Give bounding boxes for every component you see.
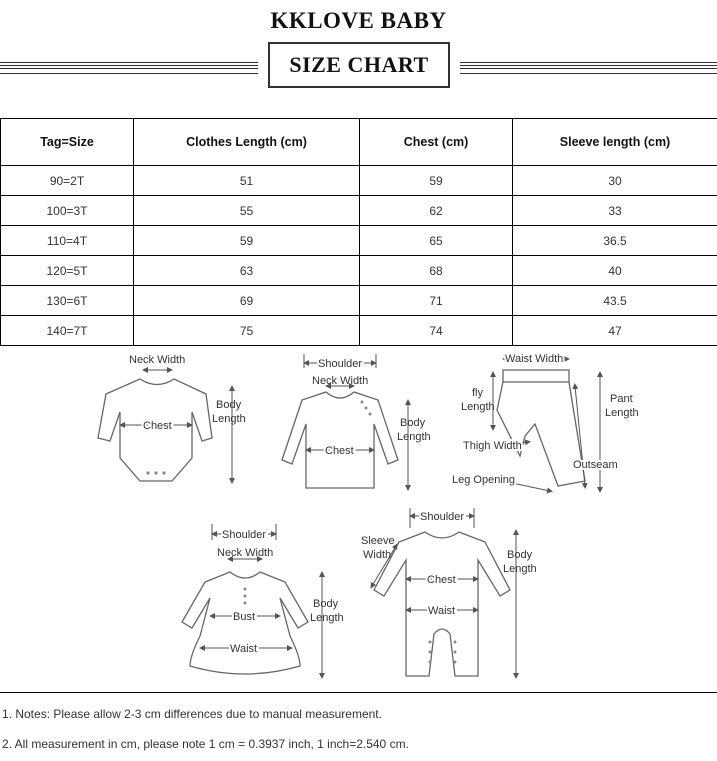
cell-clothes-length: 69	[134, 286, 360, 316]
shirt-outline	[282, 392, 398, 488]
cell-chest: 59	[360, 166, 513, 196]
romper-waist-label: Waist	[428, 605, 456, 617]
brand-title: KKLOVE BABY	[270, 8, 447, 33]
cell-size: 140=7T	[1, 316, 134, 346]
note-2: 2. All measurement in cm, please note 1 cm = 0.3937 inch, 1 inch=2.540 cm.	[2, 737, 409, 751]
shirt-neck-width-label: Neck Width	[312, 375, 369, 387]
dress-outline	[182, 572, 308, 674]
cell-clothes-length: 59	[134, 226, 360, 256]
title-rule-right	[460, 62, 717, 74]
cell-chest: 65	[360, 226, 513, 256]
header-sleeve-length: Sleeve length (cm)	[513, 119, 717, 166]
table-header-row	[1, 119, 717, 166]
measurement-diagrams	[0, 346, 717, 691]
table-row	[1, 286, 717, 316]
cell-sleeve-length: 36.5	[513, 226, 717, 256]
table-row	[1, 316, 717, 346]
cell-clothes-length: 63	[134, 256, 360, 286]
pants-waist-width-label: Waist Width	[505, 353, 564, 365]
table-row	[1, 196, 717, 226]
pants-pant-label: Pant	[610, 393, 633, 405]
dress-body-label: Body	[313, 598, 339, 610]
pants-pant-length-label: Length	[605, 407, 639, 419]
pants-fly-length-label: Length	[461, 401, 495, 413]
cell-clothes-length: 75	[134, 316, 360, 346]
romper-diagram	[361, 508, 537, 676]
dress-waist-label: Waist	[230, 643, 258, 655]
shirt-body-label: Body	[400, 417, 426, 429]
cell-chest: 62	[360, 196, 513, 226]
pants-leg-opening-label: Leg Opening	[452, 474, 515, 486]
note-1: 1. Notes: Please allow 2-3 cm differences due to manual measurement.	[2, 707, 382, 721]
cell-size: 90=2T	[1, 166, 134, 196]
shirt-chest-label: Chest	[325, 445, 354, 457]
cell-clothes-length: 51	[134, 166, 360, 196]
cell-chest: 68	[360, 256, 513, 286]
table-row	[1, 226, 717, 256]
title-rule-left	[0, 62, 258, 74]
size-chart-title: SIZE CHART	[289, 52, 429, 77]
romper-length-label: Length	[503, 563, 537, 575]
romper-shoulder-label: Shoulder	[420, 511, 465, 523]
romper-outline	[374, 532, 510, 676]
notes-divider	[0, 692, 717, 693]
size-table	[0, 118, 717, 346]
table-row	[1, 166, 717, 196]
cell-size: 130=6T	[1, 286, 134, 316]
shirt-diagram	[282, 354, 431, 488]
cell-sleeve-length: 30	[513, 166, 717, 196]
bodysuit-body-label: Body	[216, 399, 242, 411]
cell-sleeve-length: 33	[513, 196, 717, 226]
cell-size: 100=3T	[1, 196, 134, 226]
header-clothes-length: Clothes Length (cm)	[134, 119, 360, 166]
cell-sleeve-length: 40	[513, 256, 717, 286]
romper-sleeve-label: Sleeve	[361, 535, 395, 547]
bodysuit-diagram	[98, 354, 246, 481]
title-box	[268, 42, 450, 88]
pants-outseam-label: Outseam	[573, 459, 618, 471]
shirt-length-label: Length	[397, 431, 431, 443]
header-chest: Chest (cm)	[360, 119, 513, 166]
bodysuit-neck-width-label: Neck Width	[129, 354, 186, 366]
header-tag-size: Tag=Size	[1, 119, 134, 166]
dress-shoulder-label: Shoulder	[222, 529, 267, 541]
romper-width-label: Width	[363, 549, 392, 561]
romper-chest-label: Chest	[427, 574, 456, 586]
cell-chest: 71	[360, 286, 513, 316]
table-row	[1, 256, 717, 286]
shirt-shoulder-label: Shoulder	[318, 358, 363, 370]
dress-length-label: Length	[310, 612, 344, 624]
dress-diagram	[182, 524, 344, 676]
cell-chest: 74	[360, 316, 513, 346]
bodysuit-length-label: Length	[212, 413, 246, 425]
cell-size: 110=4T	[1, 226, 134, 256]
cell-size: 120=5T	[1, 256, 134, 286]
cell-sleeve-length: 43.5	[513, 286, 717, 316]
romper-body-label: Body	[507, 549, 533, 561]
pants-fly-label: fly	[472, 387, 483, 399]
bodysuit-chest-label: Chest	[143, 420, 172, 432]
cell-clothes-length: 55	[134, 196, 360, 226]
pants-thigh-width-label: Thigh Width	[463, 440, 522, 452]
dress-bust-label: Bust	[233, 611, 256, 623]
dress-neck-width-label: Neck Width	[217, 547, 274, 559]
cell-sleeve-length: 47	[513, 316, 717, 346]
pants-diagram	[452, 353, 639, 491]
